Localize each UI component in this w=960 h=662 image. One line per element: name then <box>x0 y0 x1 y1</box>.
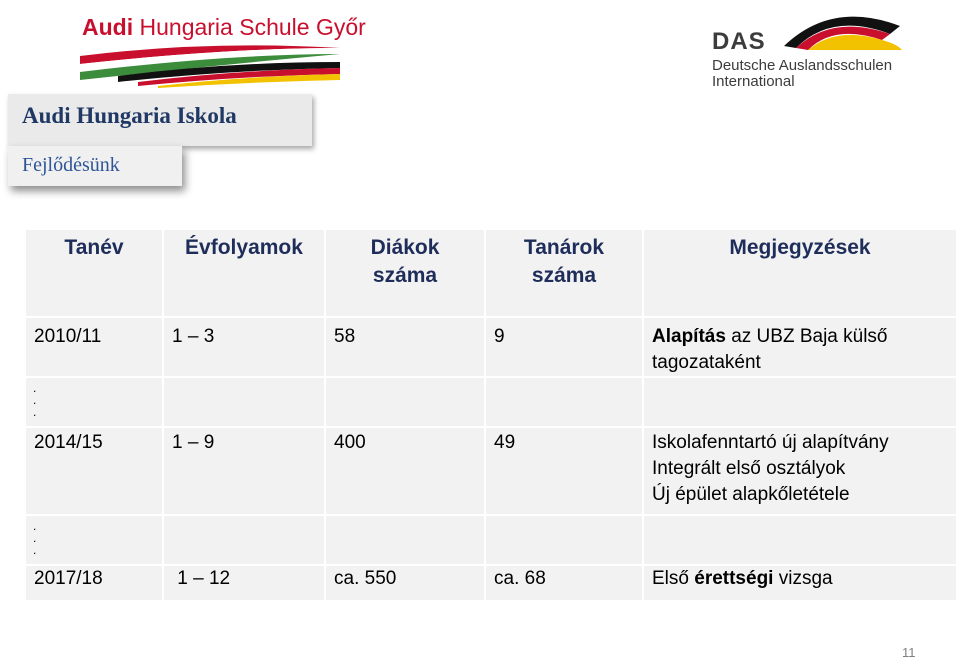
header-students-text: Diákok száma <box>370 236 440 287</box>
header-notes: Megjegyzések <box>644 230 956 316</box>
das-line-1: Deutsche Auslandsschulen <box>712 57 893 74</box>
table-row-ellipsis <box>26 378 956 426</box>
empty-cell <box>644 516 956 564</box>
cell-grades: 1 – 9 <box>164 428 324 514</box>
table-row <box>26 318 956 376</box>
flag-swoosh-icon <box>78 42 346 88</box>
empty-cell <box>644 378 956 426</box>
page-number: 11 <box>902 645 916 660</box>
cell-notes <box>644 566 956 600</box>
header-students <box>326 230 484 316</box>
logo-audi-word: Audi <box>82 14 134 40</box>
ellipsis-cell <box>26 378 162 426</box>
note-bold: Alapítás <box>652 326 726 347</box>
empty-cell <box>326 378 484 426</box>
das-abbr: DAS <box>712 28 766 55</box>
cell-students: ca. 550 <box>326 566 484 600</box>
note-line: Új épület alapkőletétele <box>652 484 850 505</box>
empty-cell <box>486 378 642 426</box>
note-line: Iskolafenntartó új alapítvány <box>652 432 889 453</box>
table-row-ellipsis <box>26 516 956 564</box>
page-title: Audi Hungaria Iskola <box>22 103 237 128</box>
note-bold: érettségi <box>694 568 774 589</box>
note-rest: az UBZ Baja külső tagozataként <box>652 326 888 373</box>
table-row <box>26 566 956 600</box>
cell-teachers: 9 <box>486 318 642 376</box>
page-subtitle: Fejlődésünk <box>22 154 120 176</box>
ellipsis-dot: . <box>33 393 37 407</box>
das-line-2: International <box>712 73 795 90</box>
cell-teachers: ca. 68 <box>486 566 642 600</box>
note-line: Integrált első osztályok <box>652 458 846 479</box>
ellipsis-dot: . <box>33 519 37 533</box>
empty-cell <box>164 378 324 426</box>
ellipsis-cell <box>26 516 162 564</box>
header-teachers <box>486 230 642 316</box>
das-logo <box>712 6 922 88</box>
table-row <box>26 428 956 514</box>
audi-hungaria-schule-logo <box>78 12 366 88</box>
empty-cell <box>326 516 484 564</box>
ellipsis-dot: . <box>33 405 37 419</box>
cell-grades: 1 – 12 <box>164 566 324 600</box>
cell-year: 2014/15 <box>26 428 162 514</box>
subtitle-box <box>8 146 182 186</box>
cell-students: 58 <box>326 318 484 376</box>
title-box <box>8 94 312 146</box>
cell-teachers: 49 <box>486 428 642 514</box>
header-teachers-text: Tanárok száma <box>523 236 605 287</box>
logo-school-name: Hungaria Schule Győr <box>133 14 366 40</box>
header-grades: Évfolyamok <box>164 230 324 316</box>
cell-notes <box>644 428 956 514</box>
history-table <box>24 228 958 602</box>
table-header-row <box>26 230 956 316</box>
cell-grades: 1 – 3 <box>164 318 324 376</box>
ellipsis-dot: . <box>33 531 37 545</box>
cell-students: 400 <box>326 428 484 514</box>
note-part: Első <box>652 568 695 589</box>
empty-cell <box>486 516 642 564</box>
cell-year: 2010/11 <box>26 318 162 376</box>
header-year: Tanév <box>26 230 162 316</box>
ellipsis-dot: . <box>33 381 37 395</box>
cell-notes <box>644 318 956 376</box>
note-part: vizsga <box>773 568 833 589</box>
ellipsis-dot: . <box>33 543 37 557</box>
cell-year: 2017/18 <box>26 566 162 600</box>
empty-cell <box>164 516 324 564</box>
